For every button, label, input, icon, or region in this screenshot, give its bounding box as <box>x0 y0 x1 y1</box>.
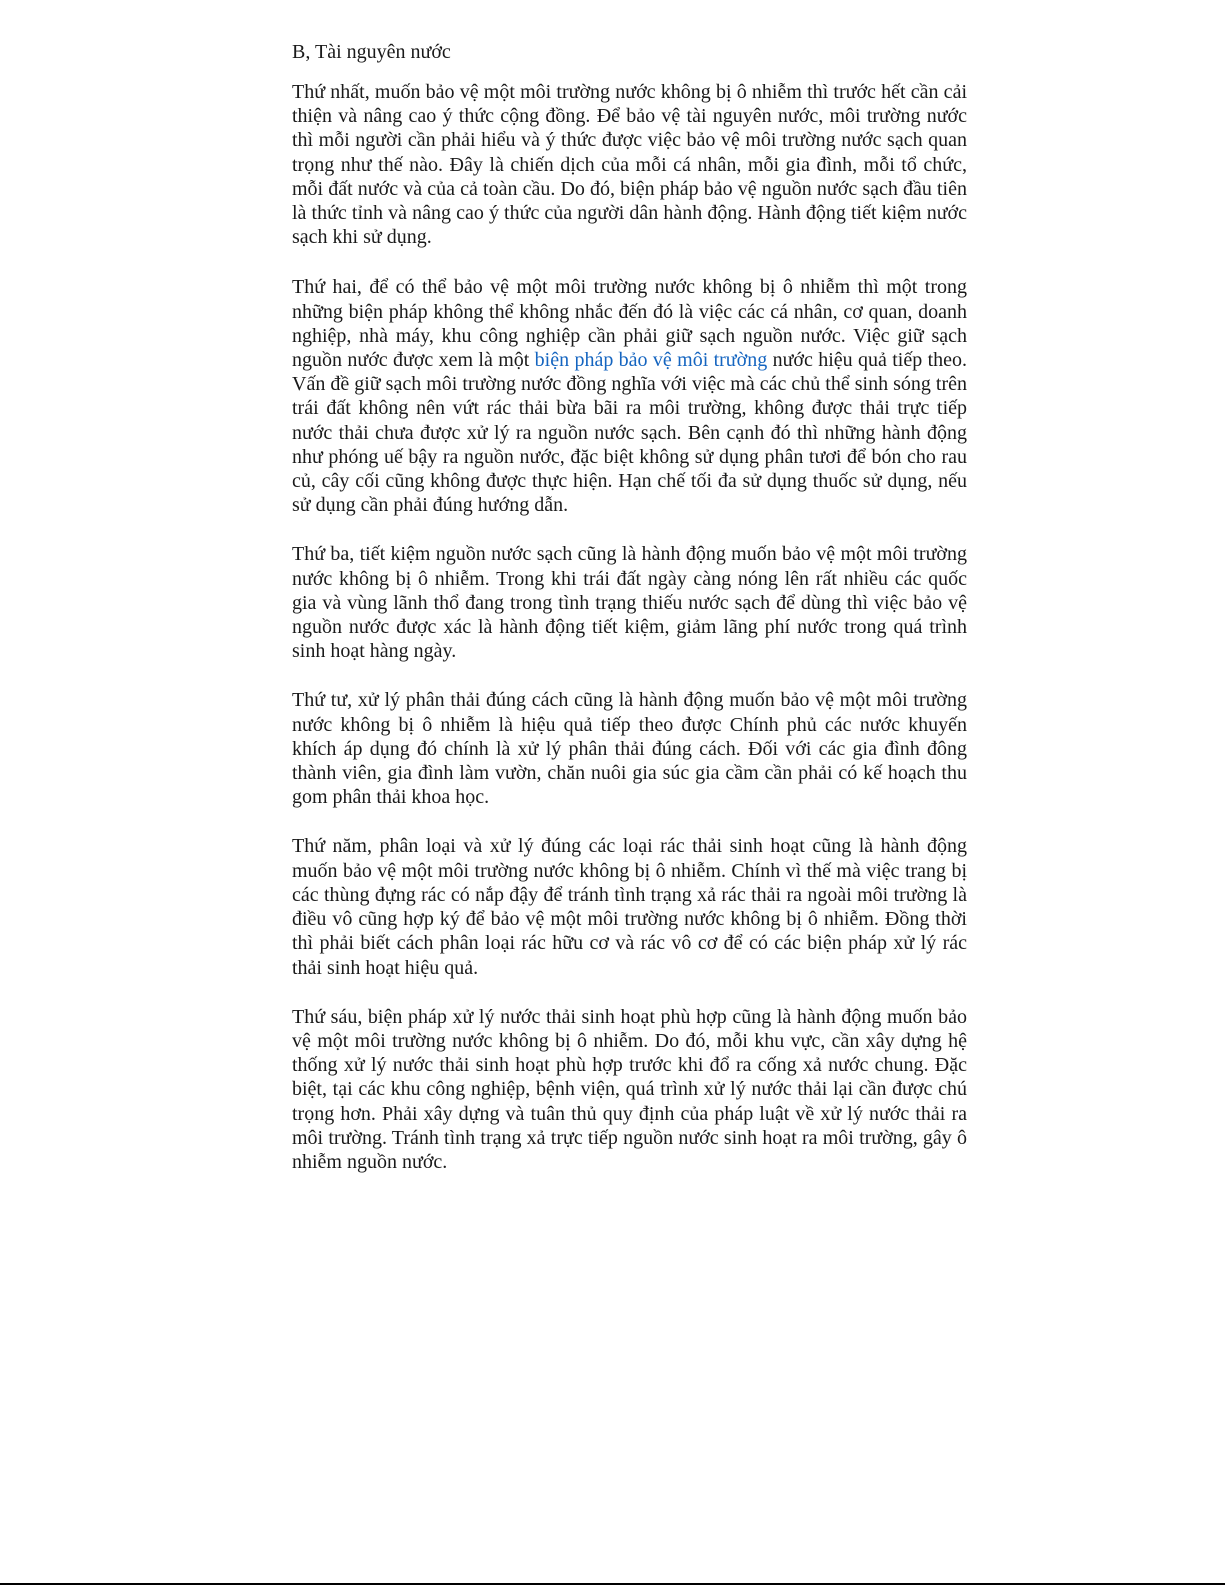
environment-protection-link[interactable]: biện pháp bảo vệ môi trường <box>534 349 768 372</box>
document-body <box>292 40 967 1199</box>
paragraph-5: Thứ năm, phân loại và xử lý đúng các loại rác thải sinh hoạt cũng là hành động muốn bảo vệ một môi trường nước không bị ô nhiễm. Chính vì thế mà việc trang bị các thùng đựng rác có nắp đậy để tránh tình trạng xả rác thải ra ngoài môi trường là điều vô cũng hợp ký để bảo vệ một môi trường nước không bị ô nhiễm. Đồng thời thì phải biết cách phân loại rác hữu cơ và rác vô cơ để có các biện pháp xử lý rác thải sinh hoạt hiệu quả. <box>292 835 967 979</box>
paragraph-4: Thứ tư, xử lý phân thải đúng cách cũng là hành động muốn bảo vệ một môi trường nước không bị ô nhiễm là hiệu quả tiếp theo được Chính phủ các nước khuyến khích áp dụng đó chính là xử lý phân thải đúng cách. Đối với các gia đình đông thành viên, gia đình làm vườn, chăn nuôi gia súc gia cầm cần phải có kế hoạch thu gom phân thải khoa học. <box>292 689 967 809</box>
paragraph-2 <box>292 275 967 517</box>
paragraph-6: Thứ sáu, biện pháp xử lý nước thải sinh hoạt phù hợp cũng là hành động muốn bảo vệ một môi trường nước không bị ô nhiễm. Do đó, mỗi khu vực, cần xây dựng hệ thống xử lý nước thải sinh hoạt phù hợp trước khi đổ ra cống xả nước chung. Đặc biệt, tại các khu công nghiệp, bệnh viện, quá trình xử lý nước thải lại cần được chú trọng hơn. Phải xây dựng và tuân thủ quy định của pháp luật về xử lý nước thải ra môi trường. Tránh tình trạng xả trực tiếp nguồn nước sinh hoạt ra môi trường, gây ô nhiễm nguồn nước. <box>292 1005 967 1173</box>
paragraph-3: Thứ ba, tiết kiệm nguồn nước sạch cũng là hành động muốn bảo vệ một môi trường nước không bị ô nhiễm. Trong khi trái đất ngày càng nóng lên rất nhiều các quốc gia và vùng lãnh thổ đang trong tình trạng thiếu nước sạch để dùng thì việc bảo vệ nguồn nước được xác là hành động tiết kiệm, giảm lãng phí nước trong quá trình sinh hoạt hàng ngày. <box>292 543 967 663</box>
paragraph-2-text-before-link: Thứ hai, để có thể bảo vệ một môi trường nước không bị ô nhiễm thì một trong những biện pháp không thể không nhắc đến đó là việc các cá nhân, cơ quan, doanh nghiệp, nhà máy, khu công nghiệp cần phải giữ sạch nguồn nước. Việc giữ sạch nguồn nước được xem là một <box>292 276 967 372</box>
paragraph-2-text-after-link: nước hiệu quả tiếp theo. Vấn đề giữ sạch môi trường nước đồng nghĩa với việc mà các chủ thể sinh sóng trên trái đất không nên vứt rác thải bừa bãi ra môi trường, không được thải trực tiếp nước thải chưa được xử lý ra nguồn nước sạch. Bên cạnh đó thì những hành động như phóng uế bậy ra nguồn nước, đặc biệt không sử dụng phân tươi để bón cho rau củ, cây cối cũng không được thực hiện. Hạn chế tối đa sử dụng thuốc sử dụng, nếu sử dụng cần phải đúng hướng dẫn. <box>292 349 968 517</box>
section-heading: B, Tài nguyên nước <box>292 41 451 63</box>
paragraph-1: Thứ nhất, muốn bảo vệ một môi trường nước không bị ô nhiễm thì trước hết cần cải thiện và nâng cao ý thức cộng đồng. Để bảo vệ tài nguyên nước, môi trường nước thì mỗi người cần phải hiểu và ý thức được việc bảo vệ môi trường nước sạch quan trọng như thế nào. Đây là chiến dịch của mỗi cá nhân, mỗi gia đình, mỗi tổ chức, mỗi đất nước và của cả toàn cầu. Do đó, biện pháp bảo vệ nguồn nước sạch đầu tiên là thức tỉnh và nâng cao ý thức của người dân hành động. Hành động tiết kiệm nước sạch khi sử dụng. <box>292 81 967 249</box>
